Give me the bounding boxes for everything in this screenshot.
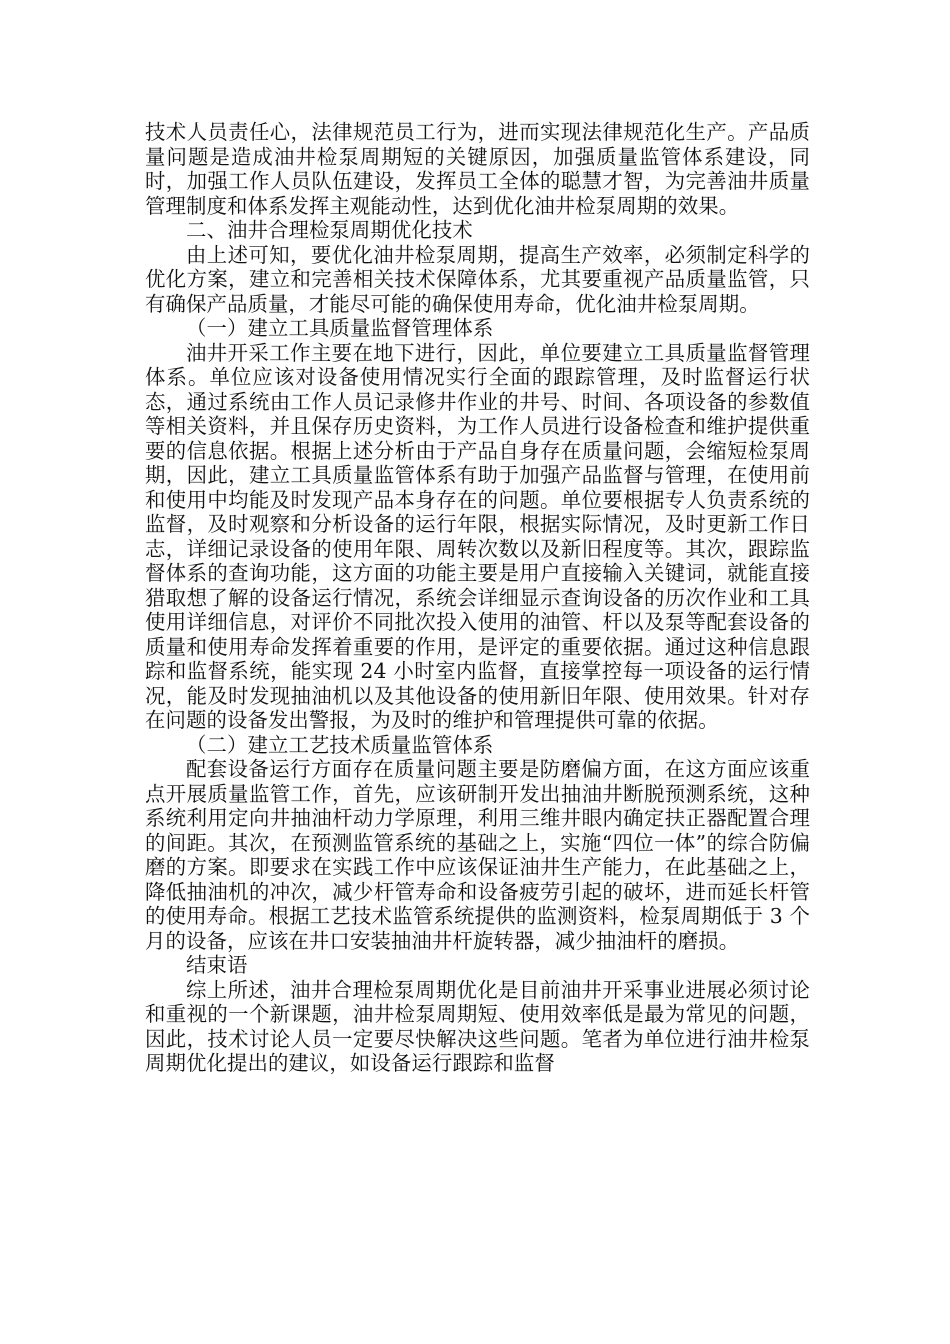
section-heading-conclusion: 结束语 xyxy=(186,953,248,977)
paragraph-process-quality-supervision: 配套设备运行方面存在质量问题主要是防磨偏方面，在这方面应该重点开展质量监管工作，首先，应该研制开发出抽油井断脱预测系统，这种系统利用定向井抽油杆动力学原理，利用三维井眼内确定扶正器配置合理的间距。其次，在预测监管系统的基础之上，实施“四位一体”的综合防偏磨的方案。即要求在实践工作中应该保证油井生产能力，在此基础之上，降低抽油机的冲次，减少杆管寿命和设备疲劳引起的破坏，进而延长杆管的使用寿命。根据工艺技术监管系统提供的监测资料，检泵周期低于 3 个月的设备，应该在井口安装抽油井杆旋转器，减少抽油杆的磨损。 xyxy=(145,757,810,953)
document-body xyxy=(145,120,810,1076)
paragraph-intro: 由上述可知，要优化油井检泵周期，提高生产效率，必须制定科学的优化方案，建立和完善相关技术保障体系，尤其要重视产品质量监管，只有确保产品质量，才能尽可能的确保使用寿命，优化油井检泵周期。 xyxy=(145,242,810,316)
section-heading-optimization-techniques: 二、油井合理检泵周期优化技术 xyxy=(186,218,473,242)
subheading-process-quality-supervision: （二）建立工艺技术质量监管体系 xyxy=(186,732,494,757)
paragraph-continuation: 技术人员责任心，法律规范员工行为，进而实现法律规范化生产。产品质量问题是造成油井检泵周期短的关键原因，加强质量监管体系建设，同时，加强工作人员队伍建设，发挥员工全体的聪慧才智，为完善油井质量管理制度和体系发挥主观能动性，达到优化油井检泵周期的效果。 xyxy=(145,120,810,218)
paragraph-tool-quality-supervision: 油井开采工作主要在地下进行，因此，单位要建立工具质量监督管理体系。单位应该对设备使用情况实行全面的跟踪管理，及时监督运行状态，通过系统由工作人员记录修井作业的井号、时间、各项设备的参数值等相关资料，并且保存历史资料，为工作人员进行设备检查和维护提供重要的信息依据。根据上述分析由于产品自身存在质量问题，会缩短检泵周期，因此，建立工具质量监管体系有助于加强产品监督与管理，在使用前和使用中均能及时发现产品本身存在的问题。单位要根据专人负责系统的监督，及时观察和分析设备的运行年限，根据实际情况，及时更新工作日志，详细记录设备的使用年限、周转次数以及新旧程度等。其次，跟踪监督体系的查询功能，这方面的功能主要是用户直接输入关键词，就能直接猎取想了解的设备运行情况，系统会详细显示查询设备的历次作业和工具使用详细信息，对评价不同批次投入使用的油管、杆以及泵等配套设备的质量和使用寿命发挥着重要的作用，是评定的重要依据。通过这种信息跟踪和监督系统，能实现 24 小时室内监督，直接掌控每一项设备的运行情况，能及时发现抽油机以及其他设备的使用新旧年限、使用效果。针对存在问题的设备发出警报，为及时的维护和管理提供可靠的依据。 xyxy=(145,340,810,732)
subheading-tool-quality-supervision: （一）建立工具质量监督管理体系 xyxy=(186,316,494,340)
paragraph-conclusion: 综上所述，油井合理检泵周期优化是目前油井开采事业进展必须讨论和重视的一个新课题，油井检泵周期短、使用效率低是最为常见的问题，因此，技术讨论人员一定要尽快解决这些问题。笔者为单位进行油井检泵周期优化提出的建议，如设备运行跟踪和监督 xyxy=(145,977,810,1075)
